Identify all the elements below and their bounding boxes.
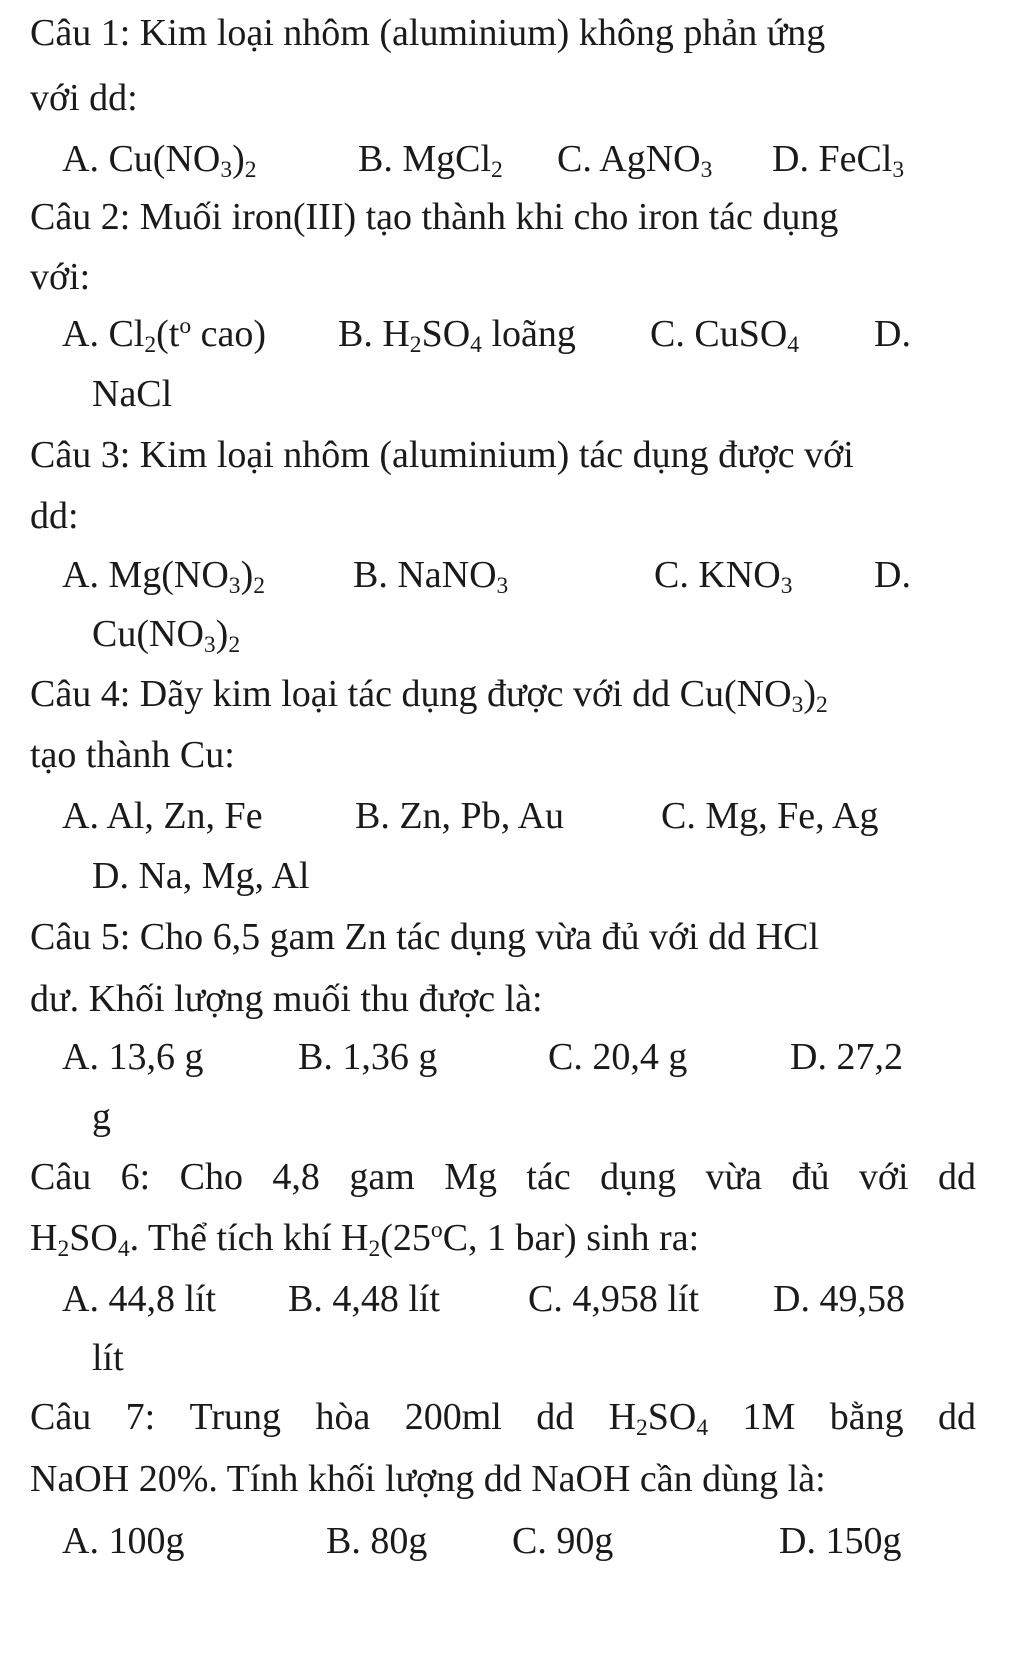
q1-stem-line2: với dd: bbox=[30, 77, 138, 119]
q6-option-a[interactable]: A. 44,8 lít bbox=[62, 1278, 217, 1320]
q3-option-d-text: $Cu(NO_3)_2$ bbox=[92, 613, 241, 658]
q4-option-c[interactable]: C. Mg, Fe, Ag bbox=[661, 795, 879, 837]
q5-option-d[interactable]: D. 27,2 bbox=[790, 1036, 903, 1078]
q3-option-a[interactable]: A. $Mg(NO_3)_2$ bbox=[62, 554, 265, 599]
q7-option-b[interactable]: B. 80g bbox=[326, 1520, 428, 1562]
q2-option-b[interactable]: B. $H_2SO_4$ loãng bbox=[338, 313, 576, 358]
q2-option-d-text: NaCl bbox=[92, 373, 173, 415]
q7-stem-line2: NaOH 20%. Tính khối lượng dd NaOH cần dùng là: bbox=[30, 1458, 826, 1500]
q5-stem-line1: Câu 5: Cho 6,5 gam Zn tác dụng vừa đủ với dd HCl bbox=[30, 916, 820, 958]
q6-option-d[interactable]: D. 49,58 bbox=[773, 1278, 905, 1320]
q5-option-c[interactable]: C. 20,4 g bbox=[548, 1036, 688, 1078]
q1-option-d[interactable]: D. FeCl$_3$ bbox=[772, 138, 905, 183]
q7-option-a[interactable]: A. 100g bbox=[62, 1520, 185, 1562]
q6-stem-line1: Câu 6: Cho 4,8 gam Mg tác dụng vừa đủ với dd bbox=[30, 1156, 976, 1198]
q2-option-d[interactable]: D. bbox=[874, 313, 911, 355]
q5-stem-line2: dư. Khối lượng muối thu được là: bbox=[30, 978, 543, 1020]
q6-stem-line2: $H_2SO_4$. Thể tích khí $H_2(25^oC$, 1 bar) sinh ra: bbox=[30, 1217, 700, 1262]
q7-h2so4: $H_2SO_4$ bbox=[608, 1396, 709, 1441]
q4-option-a[interactable]: A. Al, Zn, Fe bbox=[62, 795, 263, 837]
q3-stem-line2: dd: bbox=[30, 495, 79, 537]
q3-option-b[interactable]: B. NaNO$_3$ bbox=[353, 554, 509, 599]
q7-stem-line1: Câu 7: Trung hòa 200ml dd $H_2SO_4$ 1M bằng dd bbox=[30, 1396, 976, 1441]
q2-option-a[interactable]: A. $Cl_2(t^o$ cao) bbox=[62, 313, 267, 358]
q1-option-a[interactable]: A. $Cu(NO_3)_2$ bbox=[62, 138, 257, 183]
q2-stem-line2: với: bbox=[30, 256, 91, 298]
q6-option-c[interactable]: C. 4,958 lít bbox=[528, 1278, 700, 1320]
q2-option-c[interactable]: C. CuSO$_4$ bbox=[650, 313, 800, 358]
q1-option-b[interactable]: B. MgCl$_2$ bbox=[358, 138, 503, 183]
q7-option-d[interactable]: D. 150g bbox=[779, 1520, 902, 1562]
q4-option-b[interactable]: B. Zn, Pb, Au bbox=[355, 795, 565, 837]
q6-option-b[interactable]: B. 4,48 lít bbox=[288, 1278, 441, 1320]
q1-stem-line1: Câu 1: Kim loại nhôm (aluminium) không phản ứng bbox=[30, 12, 826, 54]
q5-option-a[interactable]: A. 13,6 g bbox=[62, 1036, 204, 1078]
q7-option-c[interactable]: C. 90g bbox=[512, 1520, 614, 1562]
q4-option-d[interactable]: D. Na, Mg, Al bbox=[92, 855, 310, 897]
q5-option-d-text: g bbox=[92, 1096, 111, 1138]
q6-option-d-text: lít bbox=[92, 1337, 124, 1379]
q2-stem-line1: Câu 2: Muối iron(III) tạo thành khi cho iron tác dụng bbox=[30, 196, 839, 238]
q3-option-c[interactable]: C. $KNO_3$ bbox=[654, 554, 793, 599]
q5-option-b[interactable]: B. 1,36 g bbox=[298, 1036, 438, 1078]
q4-stem-line1: Câu 4: Dãy kim loại tác dụng được với dd $Cu(NO_3)_2$ bbox=[30, 673, 828, 718]
q4-stem-line2: tạo thành Cu: bbox=[30, 734, 235, 776]
q1-option-c[interactable]: C. AgNO$_3$ bbox=[557, 138, 713, 183]
q3-option-d[interactable]: D. bbox=[874, 554, 911, 596]
q3-stem-line1: Câu 3: Kim loại nhôm (aluminium) tác dụng được với bbox=[30, 434, 854, 476]
